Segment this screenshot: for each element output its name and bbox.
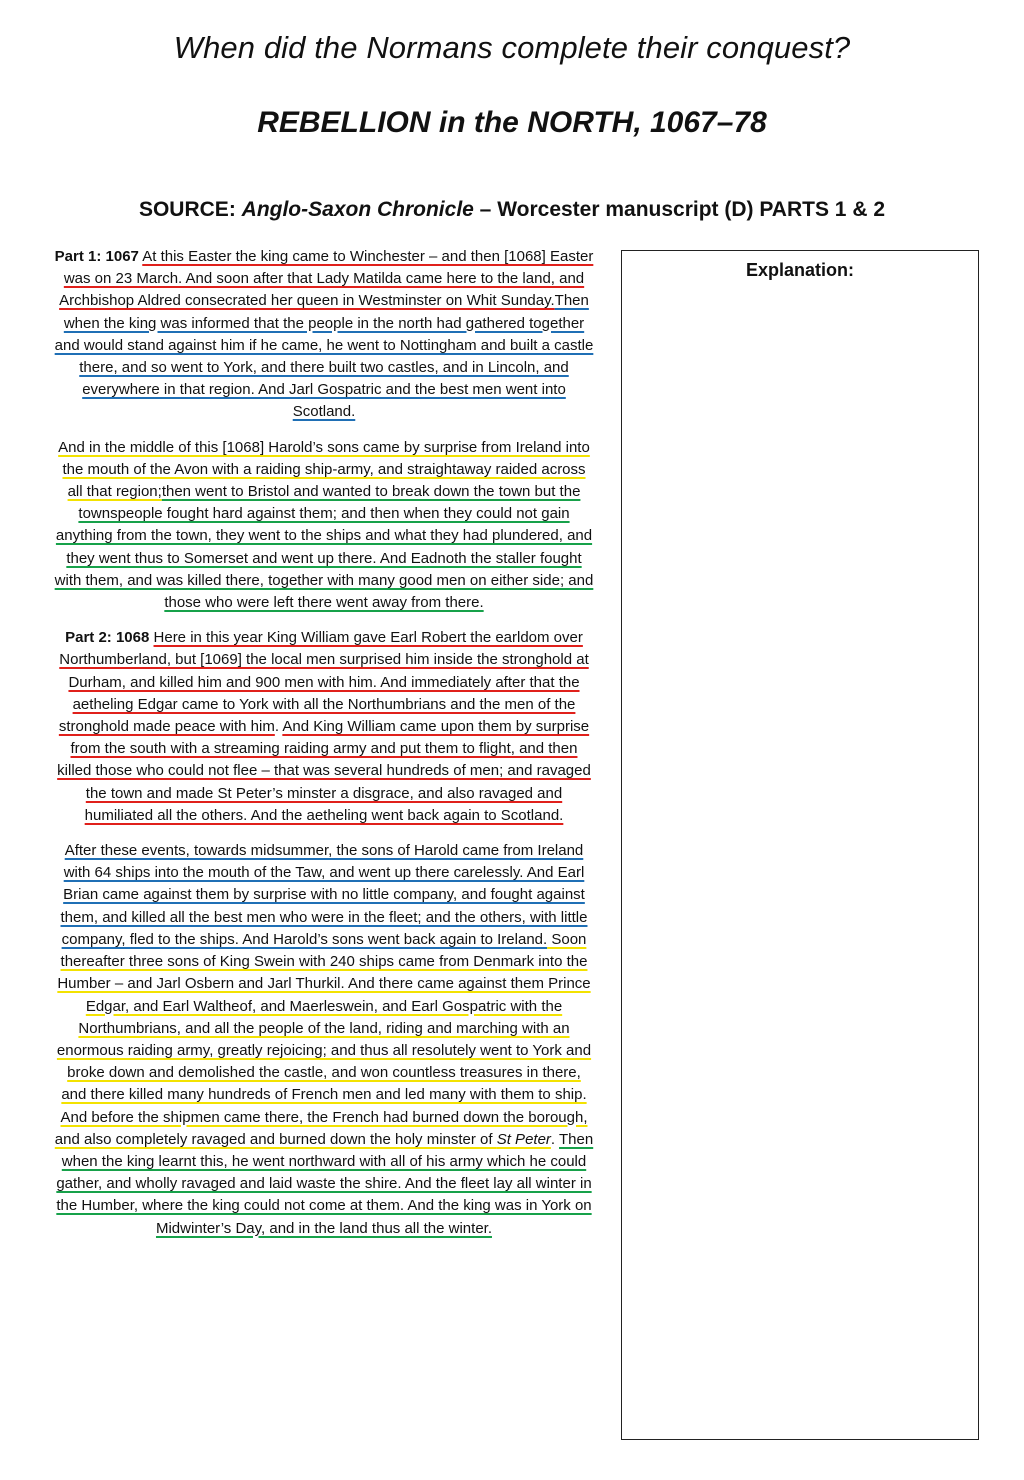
source-paragraph	[54, 437, 594, 615]
highlighted-passage: .	[550, 1130, 559, 1148]
source-name: Anglo-Saxon Chronicle	[241, 198, 474, 221]
source-text	[54, 246, 594, 1253]
source-paragraph	[54, 627, 594, 827]
source-prefix: SOURCE:	[138, 198, 242, 221]
highlighted-passage: Then when the king was informed that the people in the north had gathered together and would stand against him if he came, he went to Nottingham and built a castle there, and so went to York, and there built two castles, and in Lincoln, and everywhere in that region. And Jarl Gospatric and the best men went into Scotland.	[54, 292, 594, 421]
highlighted-passage: Here in this year King William gave Earl Robert the earldom over Northumberland, but [1069] the local men surprised him inside the stronghold at Durham, and killed him and 900 men with him. And immediately after that the aetheling Edgar came to York with all the Northumbrians and the men of the stronghold made peace with him	[58, 629, 589, 736]
highlighted-passage: .	[274, 718, 283, 736]
source-paragraph	[54, 840, 594, 1240]
explanation-box[interactable]	[621, 250, 979, 1440]
page-title: REBELLION in the NORTH, 1067–78	[257, 106, 767, 139]
highlighted-passage: And in the middle of this [1068] Harold’s sons came by surprise from Ireland into the mouth of the Avon with a raiding ship-army, and straightaway raided across all that region;	[58, 438, 590, 501]
part-label: Part 1: 1067	[54, 248, 139, 265]
highlighted-passage: At this Easter the king came to Winchester – and then [1068] Easter was on 23 March. And soon after that Lady Matilda came here to the land, and Archbishop Aldred consecrated her queen in Westminster on Whit Sunday.	[59, 248, 594, 310]
source-suffix: – Worcester manuscript (D) PARTS 1 & 2	[473, 198, 886, 221]
explanation-label: Explanation:	[745, 260, 854, 280]
highlighted-passage: then went to Bristol and wanted to break down the town but the townspeople fought hard against them; and then when they could not gain anything from the town, they went to the ships and what they had plundered, and they went thus to Somerset and went up there. And Eadnoth the staller fought with them, and was killed there, together with many good men on either side; and those who were left there went away from there.	[54, 483, 594, 612]
part-label: Part 2: 1068	[65, 629, 150, 647]
highlighted-passage: After these events, towards midsummer, the sons of Harold came from Ireland with 64 ships into the mouth of the Taw, and went up there carelessly. And Earl Brian came against them by surprise with no little company, and fought against them, and killed all the best men who were in the fleet; and the others, with little company, fled to the ships. And Harold’s sons went back again to Ireland.	[60, 842, 588, 948]
page-question: When did the Normans complete their conquest?	[173, 30, 851, 65]
highlighted-passage: Then when the king learnt this, he went northward with all of his army which he could gather, and wholly ravaged and laid waste the shire. And the fleet lay all winter in the Humber, where the king could not come at them. And the king was in York on Midwinter’s Day, and in the land thus all the winter.	[56, 1130, 594, 1237]
highlighted-passage: St Peter	[496, 1130, 551, 1148]
highlighted-passage: Soon thereafter three sons of King Swein with 240 ships came from Denmark into the Humber – and Jarl Osbern and Jarl Thurkil. And there came against them Prince Edgar, and Earl Waltheof, and Maerleswein, and Earl Gospatric with the Northumbrians, and all the people of the land, riding and marching with an enormous raiding army, greatly rejoicing; and thus all resolutely went to York and broke down and demolished the castle, and won countless treasures in there, and there killed many hundreds of French men and led many with them to ship. And before the shipmen came there, the French had burned down the borough, and also completely ravaged and burned down the holy minster of	[54, 930, 592, 1148]
source-heading	[0, 198, 1024, 222]
source-paragraph	[54, 246, 594, 424]
highlighted-passage: And King William came upon them by surprise from the south with a streaming raiding army and put them to flight, and then killed those who could not flee – that was several hundreds of men; and ravaged the town and made St Peter’s minster a disgrace, and also ravaged and humiliated all the others. And the aetheling went back again to Scotland.	[57, 718, 591, 824]
